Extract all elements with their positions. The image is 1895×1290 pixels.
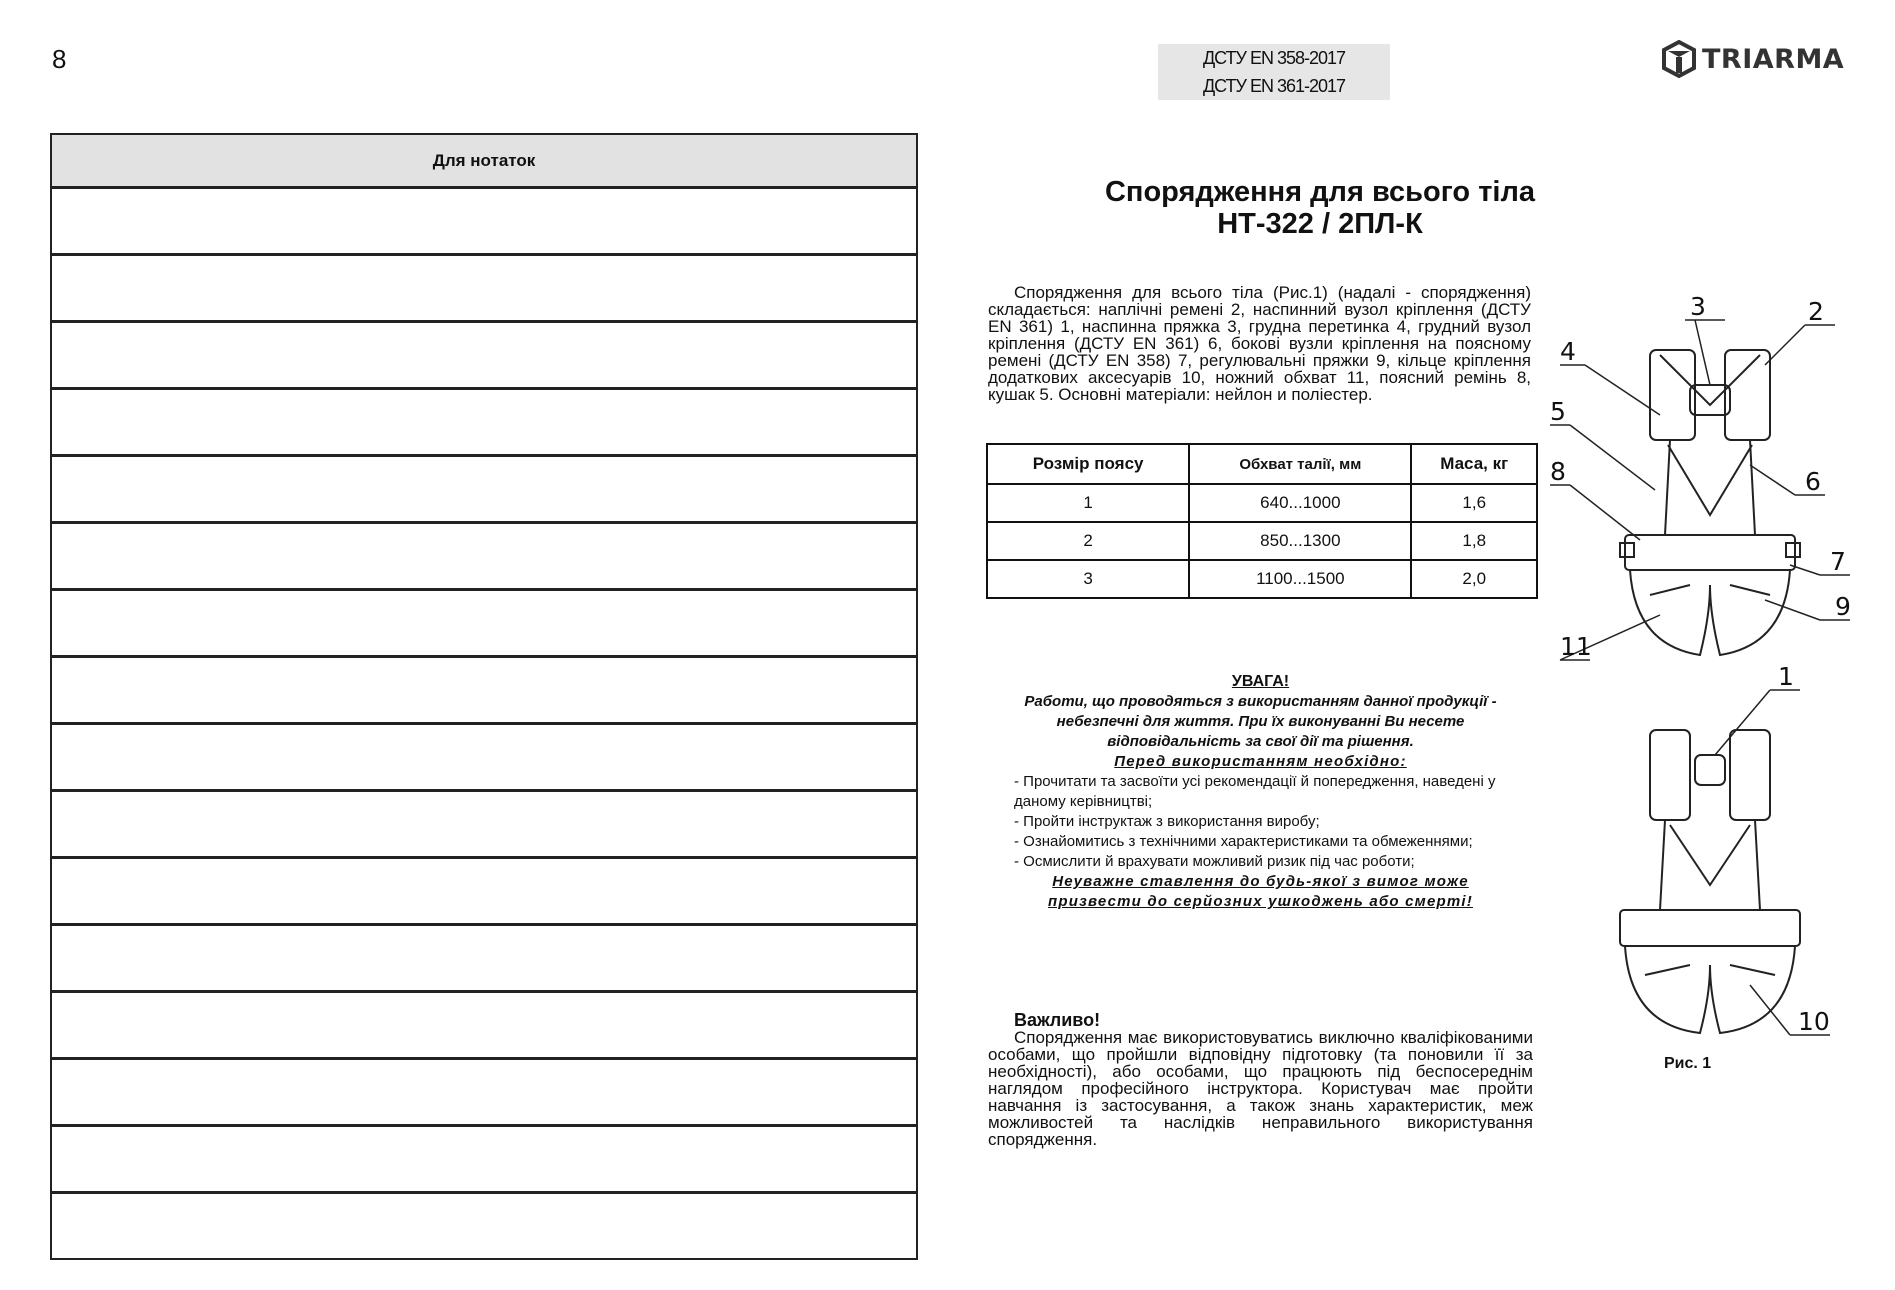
callout-8: 8: [1550, 457, 1566, 486]
table-cell: 1100...1500: [1189, 560, 1411, 598]
table-cell: 1,8: [1411, 522, 1537, 560]
callout-11: 11: [1560, 632, 1592, 661]
product-model: НТ-322 / 2ПЛ-К: [1217, 208, 1423, 240]
notes-row: [52, 658, 916, 725]
warning-title: УВАГА!: [1231, 673, 1290, 690]
notes-row: [52, 792, 916, 859]
notes-row: [52, 390, 916, 457]
warning-item: - Осмислити й врахувати можливий ризик під час роботи;: [1014, 853, 1415, 870]
brand-name: TRIARMA: [1702, 43, 1845, 75]
warning-line: Работи, що проводяться з використанням данної продукції -: [1024, 693, 1497, 710]
page-number: 8: [52, 44, 67, 74]
standard-label-2: ДСТУ EN 361-2017: [1158, 72, 1390, 100]
table-row: [987, 522, 1537, 560]
important-text: Спорядження має використовуватись виключно кваліфікованими особами, що пройшли відповідну підготовку (та поновили її за необхідності), або особами, що працюють під беспосереднім наглядом професійного інструктора. Користувач має пройти навчання із застосування, а також знань характеристик, меж можливостей та наслідків неправильного використування спорядження.: [988, 1028, 1533, 1149]
warning-line: небезпечні для життя. При їх виконуванні Ви несете: [1056, 713, 1465, 730]
callout-7: 7: [1830, 547, 1846, 576]
warning-item: - Ознайомитись з технічними характеристиками та обмеженнями;: [1014, 833, 1473, 850]
callout-9: 9: [1835, 592, 1851, 621]
column-header-waist: Обхват талії, мм: [1189, 444, 1411, 484]
notes-row: [52, 1194, 916, 1258]
notes-table: [50, 133, 918, 1260]
figure-caption: Рис. 1: [1664, 1055, 1712, 1072]
warning-footer: призвести до серйозних ушкоджень або смерті!: [1048, 893, 1473, 910]
notes-row: [52, 256, 916, 323]
notes-header: Для нотаток: [52, 135, 916, 189]
warning-footer: Неуважне ставлення до будь-якої з вимог може: [1052, 873, 1469, 890]
callout-6: 6: [1805, 467, 1821, 496]
warning-block: [988, 672, 1533, 912]
warning-subtitle: Перед використанням необхідно:: [1114, 753, 1407, 770]
warning-item: - Пройти інструктаж з використання виробу;: [1014, 813, 1320, 830]
size-table-header-row: [987, 444, 1537, 484]
table-cell: 1,6: [1411, 484, 1537, 522]
notes-row: [52, 524, 916, 591]
brand-logo: [1662, 40, 1844, 78]
product-title: [1050, 176, 1590, 240]
callout-1: 1: [1778, 662, 1794, 691]
notes-row: [52, 725, 916, 792]
table-row: [987, 484, 1537, 522]
notes-row: [52, 1060, 916, 1127]
notes-row: [52, 993, 916, 1060]
callout-4: 4: [1560, 337, 1576, 366]
table-cell: 640...1000: [1189, 484, 1411, 522]
callout-2: 2: [1808, 297, 1824, 326]
harness-figure: [1550, 285, 1890, 1065]
product-description: Спорядження для всього тіла (Рис.1) (надалі - спорядження) складається: наплічні ремені 2, наспинний вузол кріплення (ДСТУ EN 361) 1, наспинна пряжка 3, грудна перетинка 4, грудний вузол кріплення (ДСТУ EN 361) 6, бокові вузли кріплення на поясному ремені (ДСТУ EN 358) 7, регулювальні пряжки 9, кільце кріплення додаткових аксесуарів 10, ножний обхват 11, поясний ремінь 8, кушак 5. Основні матеріали: нейлон и поліестер.: [988, 283, 1531, 404]
warning-item: - Прочитати та засвоїти усі рекомендації й попередження, наведені у даному керівництві;: [1014, 773, 1496, 810]
table-cell: 3: [987, 560, 1189, 598]
triarma-logo-icon: [1662, 40, 1696, 78]
column-header-mass: Маса, кг: [1411, 444, 1537, 484]
important-heading: Важливо!: [1014, 1010, 1101, 1030]
table-row: [987, 560, 1537, 598]
table-cell: 850...1300: [1189, 522, 1411, 560]
notes-row: [52, 189, 916, 256]
table-cell: 2,0: [1411, 560, 1537, 598]
notes-row: [52, 323, 916, 390]
harness-back-illustration: [1620, 730, 1800, 1033]
size-table: [986, 443, 1538, 599]
product-title-line1: Спорядження для всього тіла: [1104, 176, 1535, 208]
notes-row: [52, 457, 916, 524]
notes-row: [52, 591, 916, 658]
notes-row: [52, 1127, 916, 1194]
column-header-size: Розмір поясу: [987, 444, 1189, 484]
callout-10: 10: [1798, 1007, 1830, 1036]
important-block: [988, 1012, 1533, 1148]
notes-row: [52, 859, 916, 926]
notes-row: [52, 926, 916, 993]
callout-leader-lines: [1550, 320, 1850, 1035]
callout-5: 5: [1550, 397, 1566, 426]
table-cell: 2: [987, 522, 1189, 560]
callout-3: 3: [1690, 292, 1706, 321]
table-cell: 1: [987, 484, 1189, 522]
warning-line: відповідальність за свої дії та рішення.: [1107, 733, 1414, 750]
standard-label-1: ДСТУ EN 358-2017: [1158, 44, 1390, 72]
harness-front-illustration: [1620, 350, 1800, 655]
